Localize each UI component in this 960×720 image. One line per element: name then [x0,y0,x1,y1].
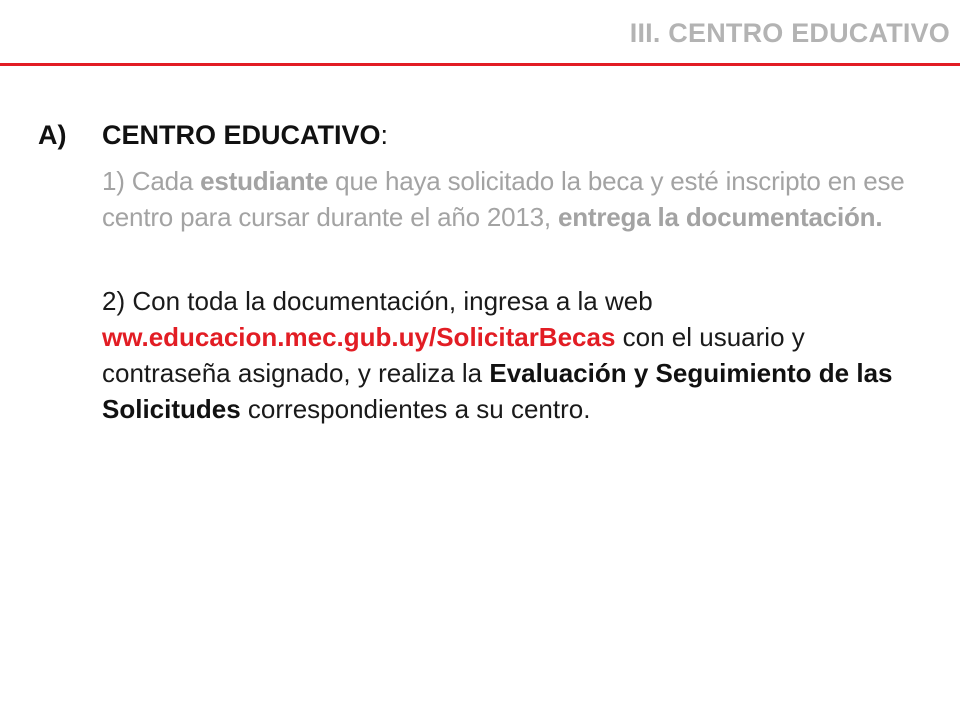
section-title-group [102,120,388,151]
paragraph-2-prefix: 2) Con toda la documentación, ingresa a la web [102,286,653,316]
paragraph-1-middle: que haya solicitado la beca y esté inscripto en ese centro para cursar durante el año 2013, [102,166,905,232]
section-letter: A) [38,120,67,150]
section-content [38,120,918,453]
paragraph-2-suffix: correspondientes a su centro. [240,394,591,424]
section-title: CENTRO EDUCATIVO [102,120,381,150]
paragraph-1-prefix: 1) Cada [102,166,201,196]
slide-header-title: III. CENTRO EDUCATIVO [629,18,950,48]
header-divider [0,63,960,66]
paragraph-step-2 [102,283,918,427]
paragraph-1-bold-delivery: entrega la documentación. [557,202,883,232]
paragraph-2-middle: con el usuario y contraseña asignado, y realiza la [102,322,805,388]
paragraph-2-bold-evaluation: Evaluación y Seguimiento de las Solicitudes [102,358,893,424]
paragraph-1-bold-student: estudiante [200,166,329,196]
paragraph-step-1 [102,163,918,235]
website-link[interactable]: ww.educacion.mec.gub.uy/SolicitarBecas [102,322,616,352]
section-colon: : [380,120,389,150]
section-heading [38,120,918,151]
